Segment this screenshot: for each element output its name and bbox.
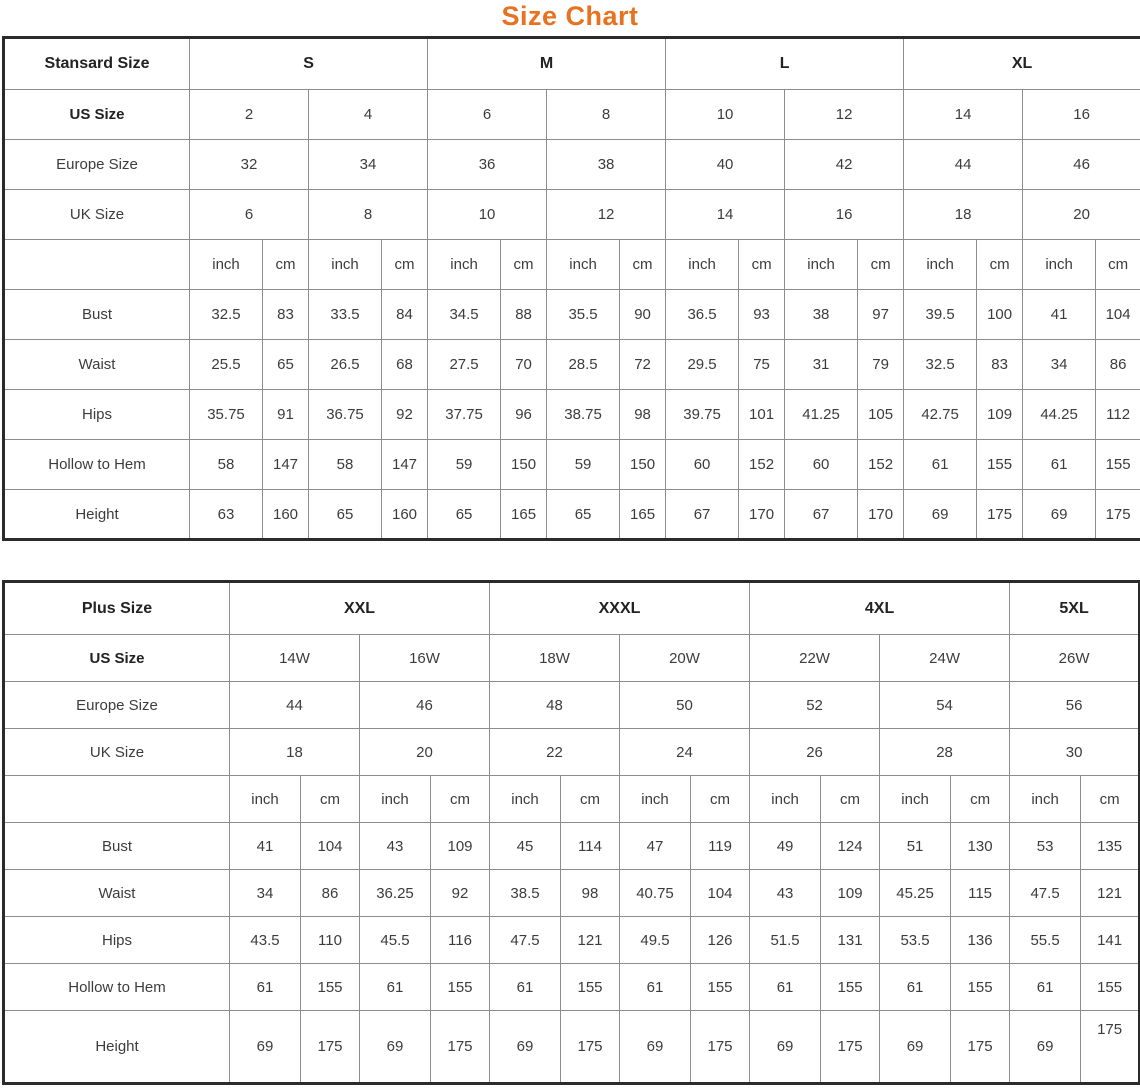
value-cell: 88 (501, 290, 547, 340)
value-cell: 30 (1010, 729, 1140, 776)
value-cell: 38 (785, 290, 858, 340)
value-cell: 160 (382, 490, 428, 540)
value-cell: cm (431, 776, 490, 823)
value-cell: 25.5 (190, 340, 263, 390)
value-cell: 131 (821, 917, 880, 964)
value-cell: 14W (230, 635, 360, 682)
value-cell: 97 (858, 290, 904, 340)
size-header-cell: 5XL (1010, 582, 1140, 635)
value-cell: cm (951, 776, 1010, 823)
value-cell: cm (561, 776, 620, 823)
value-cell: cm (263, 240, 309, 290)
value-cell: 18 (230, 729, 360, 776)
value-cell: 152 (739, 440, 785, 490)
value-cell: 175 (951, 1011, 1010, 1084)
size-header-cell: XXXL (490, 582, 750, 635)
value-cell: 109 (821, 870, 880, 917)
value-cell: inch (666, 240, 739, 290)
value-cell: 121 (1081, 870, 1140, 917)
value-cell: 114 (561, 823, 620, 870)
value-cell: 155 (431, 964, 490, 1011)
value-cell: 96 (501, 390, 547, 440)
value-cell: 155 (821, 964, 880, 1011)
value-cell: 69 (1023, 490, 1096, 540)
value-cell: 160 (263, 490, 309, 540)
table-corner-label: Stansard Size (4, 38, 190, 90)
value-cell: 61 (230, 964, 301, 1011)
table-row (4, 190, 1140, 240)
value-cell: cm (1096, 240, 1140, 290)
value-cell: 14 (666, 190, 785, 240)
value-cell: cm (620, 240, 666, 290)
value-cell: 24W (880, 635, 1010, 682)
value-cell: 55.5 (1010, 917, 1081, 964)
value-cell: 51.5 (750, 917, 821, 964)
value-cell: 61 (360, 964, 431, 1011)
value-cell: 36.5 (666, 290, 739, 340)
row-label-cell: Waist (4, 870, 230, 917)
value-cell: 33.5 (309, 290, 382, 340)
value-cell: 109 (977, 390, 1023, 440)
value-cell: 2 (190, 90, 309, 140)
value-cell: 175 (977, 490, 1023, 540)
value-cell: 31 (785, 340, 858, 390)
row-label-cell: UK Size (4, 729, 230, 776)
value-cell: 61 (904, 440, 977, 490)
value-cell: 175 (691, 1011, 750, 1084)
value-cell: 86 (301, 870, 360, 917)
value-cell: 20 (1023, 190, 1140, 240)
value-cell: 39.75 (666, 390, 739, 440)
value-cell: 35.5 (547, 290, 620, 340)
value-cell: inch (1023, 240, 1096, 290)
value-cell: 40 (666, 140, 785, 190)
value-cell: 61 (880, 964, 951, 1011)
table-row (4, 635, 1140, 682)
value-cell: 46 (360, 682, 490, 729)
value-cell: cm (858, 240, 904, 290)
value-cell: 36.75 (309, 390, 382, 440)
value-cell: 116 (431, 917, 490, 964)
value-cell: 38.5 (490, 870, 561, 917)
value-cell: 49 (750, 823, 821, 870)
value-cell: 141 (1081, 917, 1140, 964)
value-cell: 65 (263, 340, 309, 390)
value-cell: 34 (230, 870, 301, 917)
size-header-cell: M (428, 38, 666, 90)
row-label-cell: Europe Size (4, 140, 190, 190)
row-label-cell: Height (4, 1011, 230, 1084)
row-label-cell: Hollow to Hem (4, 440, 190, 490)
value-cell: 26W (1010, 635, 1140, 682)
value-cell: 34 (1023, 340, 1096, 390)
value-cell: 86 (1096, 340, 1140, 390)
value-cell: 38.75 (547, 390, 620, 440)
value-cell: 53 (1010, 823, 1081, 870)
value-cell: 155 (691, 964, 750, 1011)
row-label-cell: UK Size (4, 190, 190, 240)
value-cell: 101 (739, 390, 785, 440)
value-cell: 69 (360, 1011, 431, 1084)
value-cell: 35.75 (190, 390, 263, 440)
value-cell: 6 (190, 190, 309, 240)
value-cell: 47 (620, 823, 691, 870)
value-cell: 61 (1010, 964, 1081, 1011)
value-cell: 150 (501, 440, 547, 490)
value-cell: 69 (904, 490, 977, 540)
value-cell: 126 (691, 917, 750, 964)
value-cell: 61 (490, 964, 561, 1011)
value-cell: 59 (547, 440, 620, 490)
value-cell: 37.75 (428, 390, 501, 440)
value-cell: 105 (858, 390, 904, 440)
value-cell: 12 (785, 90, 904, 140)
value-cell: 83 (263, 290, 309, 340)
row-label-cell (4, 240, 190, 290)
value-cell: 112 (1096, 390, 1140, 440)
value-cell: 155 (1081, 964, 1140, 1011)
size-header-cell: XL (904, 38, 1140, 90)
row-label-cell: Hollow to Hem (4, 964, 230, 1011)
value-cell: 69 (620, 1011, 691, 1084)
standard-size-table (2, 36, 1140, 541)
row-label-cell: Waist (4, 340, 190, 390)
value-cell: 104 (301, 823, 360, 870)
value-cell: 29.5 (666, 340, 739, 390)
value-cell: inch (230, 776, 301, 823)
value-cell: inch (309, 240, 382, 290)
row-label-cell: Bust (4, 290, 190, 340)
row-label-cell: Height (4, 490, 190, 540)
value-cell: 10 (666, 90, 785, 140)
value-cell: 34.5 (428, 290, 501, 340)
value-cell: 32 (190, 140, 309, 190)
value-cell: 61 (620, 964, 691, 1011)
value-cell: 8 (547, 90, 666, 140)
value-cell: 41 (230, 823, 301, 870)
value-cell: 48 (490, 682, 620, 729)
plus-size-table-body (4, 582, 1140, 1084)
value-cell: 119 (691, 823, 750, 870)
value-cell: 14 (904, 90, 1023, 140)
value-cell: 69 (490, 1011, 561, 1084)
table-row (4, 290, 1140, 340)
table-row (4, 964, 1140, 1011)
value-cell: 45 (490, 823, 561, 870)
row-label-cell: Europe Size (4, 682, 230, 729)
value-cell: 36 (428, 140, 547, 190)
value-cell: 65 (428, 490, 501, 540)
value-cell: 27.5 (428, 340, 501, 390)
table-row (4, 823, 1140, 870)
value-cell: 46 (1023, 140, 1140, 190)
value-cell: 155 (1096, 440, 1140, 490)
value-cell: 8 (309, 190, 428, 240)
value-cell: 45.5 (360, 917, 431, 964)
row-label-cell: US Size (4, 635, 230, 682)
row-label-cell: US Size (4, 90, 190, 140)
value-cell: 24 (620, 729, 750, 776)
value-cell: 124 (821, 823, 880, 870)
value-cell: 67 (666, 490, 739, 540)
value-cell: 20 (360, 729, 490, 776)
value-cell: 22 (490, 729, 620, 776)
value-cell: 155 (951, 964, 1010, 1011)
value-cell: 175 (1081, 1011, 1140, 1084)
table-corner-label: Plus Size (4, 582, 230, 635)
size-header-cell: XXL (230, 582, 490, 635)
value-cell: 175 (431, 1011, 490, 1084)
value-cell: 92 (382, 390, 428, 440)
value-cell: 42 (785, 140, 904, 190)
value-cell: 44.25 (1023, 390, 1096, 440)
value-cell: 60 (666, 440, 739, 490)
value-cell: inch (785, 240, 858, 290)
value-cell: 53.5 (880, 917, 951, 964)
value-cell: 4 (309, 90, 428, 140)
value-cell: 65 (547, 490, 620, 540)
value-cell: 147 (263, 440, 309, 490)
value-cell: 18 (904, 190, 1023, 240)
value-cell: 45.25 (880, 870, 951, 917)
value-cell: inch (490, 776, 561, 823)
value-cell: 63 (190, 490, 263, 540)
table-row (4, 90, 1140, 140)
value-cell: 69 (230, 1011, 301, 1084)
value-cell: 93 (739, 290, 785, 340)
value-cell: 69 (750, 1011, 821, 1084)
value-cell: cm (1081, 776, 1140, 823)
size-header-cell: L (666, 38, 904, 90)
value-cell: inch (547, 240, 620, 290)
value-cell: 28 (880, 729, 1010, 776)
value-cell: cm (739, 240, 785, 290)
value-cell: inch (1010, 776, 1081, 823)
table-row (4, 1011, 1140, 1084)
row-label-cell: Hips (4, 390, 190, 440)
value-cell: 110 (301, 917, 360, 964)
value-cell: 130 (951, 823, 1010, 870)
value-cell: 67 (785, 490, 858, 540)
value-cell: 75 (739, 340, 785, 390)
value-cell: cm (501, 240, 547, 290)
table-row (4, 440, 1140, 490)
table-row (4, 582, 1140, 635)
value-cell: cm (691, 776, 750, 823)
value-cell: 44 (904, 140, 1023, 190)
value-cell: 22W (750, 635, 880, 682)
value-cell: 165 (620, 490, 666, 540)
value-cell: cm (977, 240, 1023, 290)
value-cell: 165 (501, 490, 547, 540)
value-cell: 52 (750, 682, 880, 729)
table-row (4, 390, 1140, 440)
value-cell: 39.5 (904, 290, 977, 340)
value-cell: 135 (1081, 823, 1140, 870)
value-cell: 20W (620, 635, 750, 682)
value-cell: 84 (382, 290, 428, 340)
value-cell: 68 (382, 340, 428, 390)
value-cell: 43 (750, 870, 821, 917)
value-cell: 150 (620, 440, 666, 490)
table-row (4, 240, 1140, 290)
value-cell: 61 (1023, 440, 1096, 490)
table-row (4, 870, 1140, 917)
value-cell: 16W (360, 635, 490, 682)
value-cell: 100 (977, 290, 1023, 340)
table-row (4, 682, 1140, 729)
table-row (4, 38, 1140, 90)
value-cell: 36.25 (360, 870, 431, 917)
value-cell: inch (428, 240, 501, 290)
value-cell: 121 (561, 917, 620, 964)
value-cell: 26 (750, 729, 880, 776)
value-cell: 40.75 (620, 870, 691, 917)
plus-size-table (2, 580, 1140, 1085)
value-cell: 115 (951, 870, 1010, 917)
size-header-cell: S (190, 38, 428, 90)
row-label-cell: Hips (4, 917, 230, 964)
value-cell: 26.5 (309, 340, 382, 390)
value-cell: cm (821, 776, 880, 823)
value-cell: 155 (561, 964, 620, 1011)
value-cell: 155 (301, 964, 360, 1011)
value-cell: inch (190, 240, 263, 290)
value-cell: 152 (858, 440, 904, 490)
value-cell: 47.5 (1010, 870, 1081, 917)
table-row (4, 917, 1140, 964)
value-cell: 155 (977, 440, 1023, 490)
value-cell: 83 (977, 340, 1023, 390)
value-cell: 60 (785, 440, 858, 490)
value-cell: 54 (880, 682, 1010, 729)
value-cell: 170 (739, 490, 785, 540)
value-cell: 43 (360, 823, 431, 870)
value-cell: cm (382, 240, 428, 290)
value-cell: 58 (309, 440, 382, 490)
value-cell: 51 (880, 823, 951, 870)
value-cell: 175 (1096, 490, 1140, 540)
value-cell: 175 (821, 1011, 880, 1084)
value-cell: 104 (691, 870, 750, 917)
value-cell: 47.5 (490, 917, 561, 964)
value-cell: 109 (431, 823, 490, 870)
value-cell: cm (301, 776, 360, 823)
value-cell: 38 (547, 140, 666, 190)
value-cell: 65 (309, 490, 382, 540)
value-cell: 16 (1023, 90, 1140, 140)
row-label-cell (4, 776, 230, 823)
size-chart-page (0, 1, 1140, 1085)
value-cell: 56 (1010, 682, 1140, 729)
value-cell: 72 (620, 340, 666, 390)
value-cell: 98 (620, 390, 666, 440)
value-cell: 28.5 (547, 340, 620, 390)
value-cell: 136 (951, 917, 1010, 964)
value-cell: 70 (501, 340, 547, 390)
standard-size-table-body (4, 38, 1140, 540)
value-cell: 34 (309, 140, 428, 190)
row-label-cell: Bust (4, 823, 230, 870)
table-row (4, 340, 1140, 390)
value-cell: 32.5 (904, 340, 977, 390)
value-cell: 6 (428, 90, 547, 140)
value-cell: inch (750, 776, 821, 823)
value-cell: 32.5 (190, 290, 263, 340)
value-cell: 175 (301, 1011, 360, 1084)
value-cell: 58 (190, 440, 263, 490)
value-cell: 69 (1010, 1011, 1081, 1084)
value-cell: 79 (858, 340, 904, 390)
value-cell: 44 (230, 682, 360, 729)
value-cell: 43.5 (230, 917, 301, 964)
value-cell: 41 (1023, 290, 1096, 340)
value-cell: 18W (490, 635, 620, 682)
value-cell: 147 (382, 440, 428, 490)
value-cell: 41.25 (785, 390, 858, 440)
table-row (4, 490, 1140, 540)
value-cell: 98 (561, 870, 620, 917)
size-header-cell: 4XL (750, 582, 1010, 635)
value-cell: 170 (858, 490, 904, 540)
table-row (4, 776, 1140, 823)
value-cell: 12 (547, 190, 666, 240)
value-cell: 50 (620, 682, 750, 729)
value-cell: 92 (431, 870, 490, 917)
value-cell: 69 (880, 1011, 951, 1084)
value-cell: inch (880, 776, 951, 823)
value-cell: 61 (750, 964, 821, 1011)
table-row (4, 729, 1140, 776)
value-cell: 91 (263, 390, 309, 440)
value-cell: inch (904, 240, 977, 290)
table-row (4, 140, 1140, 190)
value-cell: inch (360, 776, 431, 823)
value-cell: 104 (1096, 290, 1140, 340)
value-cell: 59 (428, 440, 501, 490)
value-cell: 42.75 (904, 390, 977, 440)
value-cell: 90 (620, 290, 666, 340)
page-title: Size Chart (501, 1, 639, 31)
value-cell: 10 (428, 190, 547, 240)
value-cell: 49.5 (620, 917, 691, 964)
value-cell: 16 (785, 190, 904, 240)
value-cell: inch (620, 776, 691, 823)
value-cell: 175 (561, 1011, 620, 1084)
